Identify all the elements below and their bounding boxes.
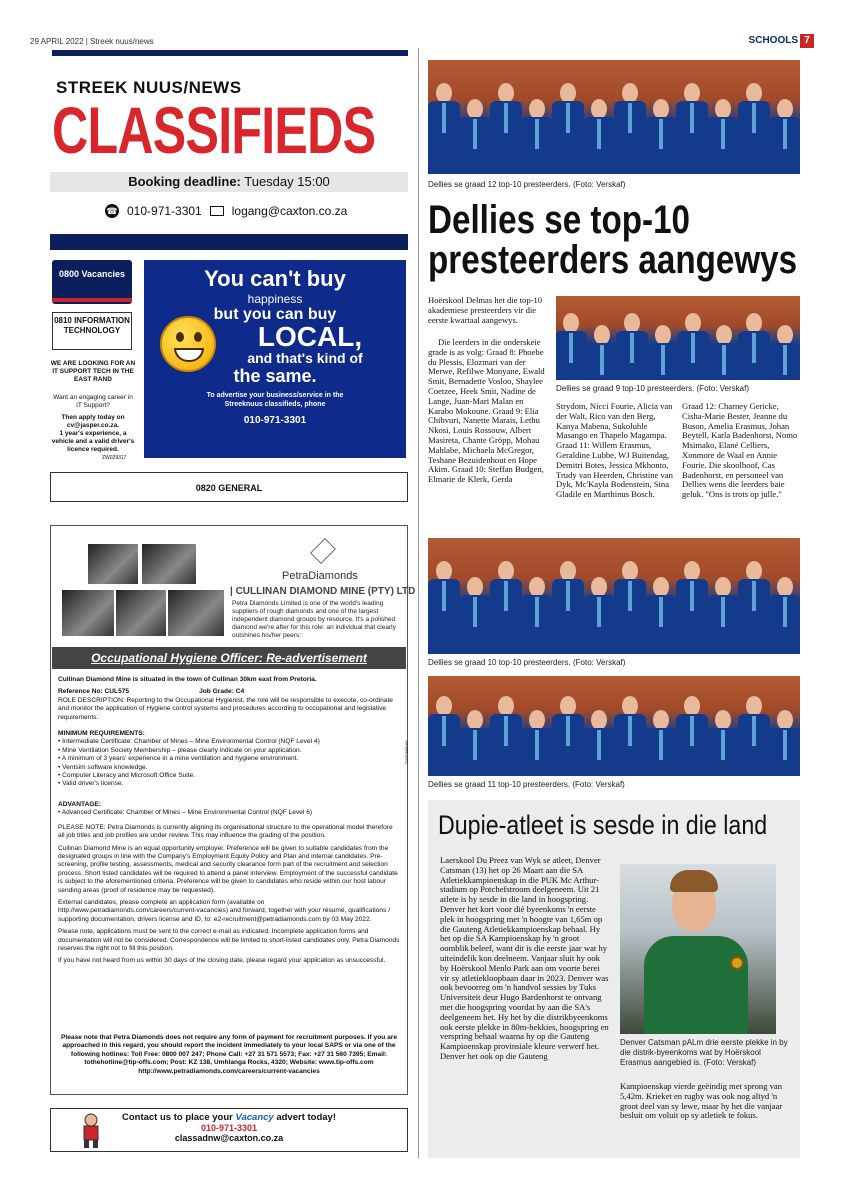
student-figure: [556, 313, 587, 380]
student-figure: [459, 710, 491, 776]
classifieds-kicker: STREEK NUUS/NEWS: [56, 78, 242, 97]
student-figure: [645, 710, 677, 776]
petra-note-5: If you have not heard from us within 30 days of the closing date, please regard your application as unsuccessful.: [58, 957, 386, 965]
general-category: 0820 GENERAL: [50, 472, 408, 502]
it-ad-text1: Want an engaging career in IT Support?: [53, 394, 133, 409]
mine-photo-4: [116, 590, 166, 636]
min-req-heading: MINIMUM REQUIREMENTS:: [58, 730, 145, 738]
student-figure: [738, 313, 770, 380]
student-figure: [552, 696, 584, 776]
athlete-photo: [620, 864, 776, 1034]
student-figure: [676, 696, 708, 776]
student-figure: [738, 561, 770, 654]
dellies-col1: Die leerders in die onderskeie grade is as volg: Graad 8: Phoebe du Plessis, Elozmari van der Merwe, Refilwe Monyane, Ewald Smit, Bernadette Vosloo, Shaylee Coetzee, Heek Smit, Nadine de Lange, Juan-Mari Malan en Karabo Mokoune. Graad 9: Elia Chibvuri, Nanette Marais, Lethu Nkosi, Louis Rossouw, Albert Masireta, Chante Gröpp, Mohau Mahlabe, Michaela McGregor, Teshane Bezuidenhout en Hope Akim. Graad 10: Steffan Budgen, Elmarie de Klerk, Gerda: [428, 337, 545, 485]
petra-footer: Please note that Petra Diamonds does not require any form of payment for recruitment purposes. If you are approached in this regard, you should report the incident immediately to your local SAPS or via one of the following hotlines: Toll Free: 0800 007 247; Phone Call: +27 31 571 5573; Fax: +27 31 560 7395; Email: tothehotline@tip-offs.com; Post: KZ 138, Umhlanga Rocks, 4320; Website: www.tip-offs.com http://www.petradiamonds.com/careers/current-vacancies: [61, 1034, 397, 1075]
student-figure: [583, 99, 615, 174]
contact-line-b: Vacancy: [235, 1112, 274, 1123]
student-figure: [677, 313, 709, 380]
min-req-item: • Valid driver's license.: [58, 780, 124, 788]
classifieds-contact: [105, 204, 347, 218]
category-rule: [52, 298, 132, 302]
column-divider: [418, 48, 419, 1158]
caption-grade11: Dellies se graad 11 top-10 presteerders. (Foto: Verskaf): [428, 780, 625, 789]
petra-note-3: External candidates, please complete an application form (available on http://www.petradiamonds.com/careers/current-vacancies) and forward, together with your résumé, qualifications / supporting documentation, drivers license and ID, to: e2-recruitment@petradiamonds.com by 03 May 2022.: [58, 898, 391, 923]
min-req-item: • Mine Ventilation Society Membership – please clearly indicate on your application.: [58, 746, 302, 754]
caption-grade9: Dellies se graad 9 top-10 presteerders. (Foto: Verskaf): [556, 384, 749, 393]
student-figure: [738, 83, 770, 174]
page-number: 7: [800, 34, 814, 48]
mine-photo-5: [168, 590, 224, 636]
student-figure: [707, 99, 739, 174]
min-req-item: • A minimum of 3 years' experience in a mine ventilation and hygiene environment.: [58, 755, 299, 763]
petra-job-body: [58, 676, 400, 970]
caption-grade12: Dellies se graad 12 top-10 presteerders. (Foto: Verskaf): [428, 180, 626, 189]
booking-value: Tuesday 15:00: [244, 174, 330, 189]
student-figure: [614, 83, 646, 174]
it-ad-text3: 1 year's experience, a vehicle and a valid driver's licence required.: [51, 430, 135, 453]
phone-icon: ☎: [106, 206, 118, 216]
student-figure: [707, 710, 739, 776]
dellies-intro: Hoërskool Delmas het die top-10 akademiese presteerders vir die eerste kwartaal aangewys.: [428, 295, 543, 325]
min-req-item: • Intermediate Certificate: Chamber of Mines – Mine Environmental Control (NQF Level 4): [58, 738, 320, 746]
section-rule: [50, 234, 408, 250]
ad-line-2: happiness: [247, 292, 303, 306]
student-figure: [676, 561, 708, 654]
ad-line-3: but you can buy: [213, 306, 337, 323]
dellies-col2: Strydom, Nicci Fourie, Alicia van der Walt, Rico van den Berg, Kanya Mabena, Sukoluhle Masango en Thapelo Magampa. Graad 11: Willem Erasmus, Geraldine Lubbe, WJ Buitendag, Demitri Botes, Jessica Mkhonto, Trudy van Heerden, Christine van Dyk, Mc'Kayla Bodenstein, Sina Gladile en Marthinus Bosch.: [556, 401, 673, 500]
dupie-col2: Kampioenskap vierde geëindig met sprong van 5,42m. Krieket en rugby was ook nog altyd 'n groot deel van sy lewe, maar hy het die vanjaar besluit om voluit op sy atletiek te fokus.: [620, 1081, 783, 1121]
ad-line-6: the same.: [233, 366, 317, 386]
student-figure: [738, 696, 770, 776]
it-ad-text2: Then apply today on cv@jasper.co.za.: [61, 414, 125, 429]
student-figure: [769, 710, 801, 776]
dupie-headline: Dupie-atleet is sesde in die land: [438, 810, 768, 840]
petra-note-1: PLEASE NOTE: Petra Diamonds is currently aligning its organisational structure to the operational model therefore all job titles and job profiles are under review. This may influence the grading of the position.: [58, 823, 393, 840]
student-figure: [616, 313, 648, 380]
student-figure: [428, 561, 460, 654]
classifieds-phone: 010-971-3301: [127, 204, 202, 218]
student-figure: [490, 83, 522, 174]
student-figure: [645, 577, 677, 654]
grade10-photo: [428, 538, 800, 654]
petra-reference: Reference No: CUL575: [58, 688, 130, 696]
grade11-photo: [428, 676, 800, 776]
contact-email[interactable]: classadnw@caxton.co.za: [174, 1133, 284, 1143]
headline-line-1: Dellies se top-10: [428, 198, 691, 242]
dellies-headline: [428, 200, 797, 280]
contact-line-a: Contact us to place your: [121, 1112, 233, 1123]
vacancies-category: 0800 Vacancies: [52, 260, 132, 304]
student-figure: [708, 325, 740, 380]
grade12-photo: [428, 60, 800, 174]
student-figure: [552, 83, 584, 174]
contact-phone: 010-971-3301: [200, 1123, 258, 1133]
student-figure: [586, 325, 618, 380]
ad-phone: 010-971-3301: [243, 415, 307, 426]
petra-company: | CULLINAN DIAMOND MINE (PTY) LTD: [230, 586, 416, 597]
petra-grade: Job Grade: C4: [199, 688, 245, 696]
booking-deadline: [50, 172, 408, 192]
student-figure: [583, 577, 615, 654]
student-figure: [645, 99, 677, 174]
page-date-section: 29 APRIL 2022 | Streek nuus/news: [30, 37, 154, 46]
student-figure: [707, 577, 739, 654]
smiley-icon: [160, 316, 216, 372]
classifieds-email[interactable]: logang@caxton.co.za: [231, 204, 348, 218]
petra-note-4: Please note, applications must be sent to the correct e-mail as indicated. Incomplete application forms and documentation will not be considered. Correspondence will be limited to short-listed candidates only. Petra Diamonds reserves the right not to fill this position.: [58, 928, 400, 952]
ad-line-7b: Streeknuus classifieds, phone: [224, 401, 326, 408]
student-figure: [769, 577, 801, 654]
advantage-heading: ADVANTAGE:: [58, 800, 101, 808]
mascot-icon: [78, 1112, 104, 1148]
section-label: SCHOOLS: [748, 35, 798, 46]
student-figure: [614, 561, 646, 654]
email-icon: [210, 206, 224, 216]
job-title-banner: Occupational Hygiene Officer: Re-advertisement: [52, 647, 406, 669]
student-figure: [490, 696, 522, 776]
student-figure: [769, 325, 800, 380]
student-figure: [459, 99, 491, 174]
student-figure: [521, 710, 553, 776]
student-figure: [614, 696, 646, 776]
min-req-item: • Ventsim software knowledge.: [58, 763, 148, 771]
ad-line-1: You can't buy: [204, 266, 346, 291]
advantage-item: • Advanced Certificate: Chamber of Mines – Mine Environmental Control (NQF Level 6): [58, 809, 313, 817]
ad-line-4: LOCAL,: [257, 321, 363, 352]
student-figure: [769, 99, 801, 174]
student-figure: [490, 561, 522, 654]
ad-line-5: and that's kind of: [247, 350, 363, 366]
student-figure: [647, 325, 679, 380]
dupie-col1: Laerskool Du Preez van Wyk se atleet, Denver Catsman (13) het op 26 Maart aan die SA Atletiekkampioenskap in die PUK Mc Arthur-stadium op Potchefstroom deelgeneem. Uit 21 atlete is hy sesde in die land in hoogspring. Denver het kort voor dié byeenkoms 'n eerste plek in hoogspring met 'n hoogte van 1,65m op die Gauteng Atletiekkampioenskap behaal. Hy het op die SA Kampioenskap hy 'n groot oomblik beleef, want dit is die eerste jaar wat hy uiteindelik kon deelneem. Vanjaar sluit hy ook by Hoërskool Menlo Park aan om voorte berei vir sy atletiekloopbaan daar in 2023. Denver was ook bevoorreg om 'n handvol sessies by Tuks Universiteit deur Hugo Bardenhorst te ontvang met die hoogspring voordat hy aan die SA's deelgeneem het. Hy het by die distrikbyeenkoms ook eerste plekke in 80m-hekkies, hoogspring en verspring behaal waarna hy op die Gauteng Kampioenskap provinsiale kleure verwerf het. Denver het ook op die Gauteng: [440, 855, 609, 1061]
student-figure: [676, 83, 708, 174]
student-figure: [552, 561, 584, 654]
student-figure: [583, 710, 615, 776]
student-figure: [428, 696, 460, 776]
athlete-caption: Denver Catsman pALm drie eerste plekke in by die distrik-byeenkoms wat by Hoërskool Erasmus aangebied is. (Foto: Verskaf): [620, 1038, 788, 1067]
headline-line-2: presteerders aangewys: [428, 238, 798, 282]
it-subcategory: 0810 INFORMATION TECHNOLOGY: [52, 312, 132, 350]
petra-location: Cullinan Diamond Mine is situated in the town of Cullinan 30km east from Pretoria.: [58, 676, 317, 683]
booking-label: Booking deadline:: [128, 174, 241, 189]
min-req-item: • Computer Literacy and Microsoft Office Suite.: [58, 772, 196, 780]
petra-intro: Petra Diamonds Limited is one of the world's leading suppliers of rough diamonds and one of the largest independent diamond groups by resource. It's a polished diamond we're after for this role: an individual that clearly outshines his/her peers:: [232, 600, 396, 639]
petra-brand: PetraDiamonds: [282, 570, 358, 582]
contact-line-c: advert today!: [276, 1112, 336, 1123]
student-figure: [521, 577, 553, 654]
student-figure: [459, 577, 491, 654]
student-figure: [521, 99, 553, 174]
petra-role: ROLE DESCRIPTION: Reporting to the Occupational Hygienist, the role will be responsible to execute, co-ordinate and monitor the application of Hygiene control systems and procedures according to occupational and legislative requirements.: [58, 696, 393, 721]
petra-note-2: Cullinan Diamond Mine is an equal opportunity employer. Preference will be given to suitable candidates from the designated groups in line with the Company's Employment Equity Policy and Plan and internal candidates. Pre-screening, profile testing, assessments, medical and security clearance form part of the recruitment and selection process. Short listed candidates will be required to attend a panel interview. Employment of the successful candidate is subject to the aforementioned criteria. Preference will be given to candidates who reside within our host labour sending areas (proof of residence may be requested).: [58, 844, 398, 894]
petra-code: TWZ0886081: [404, 740, 409, 765]
mine-photo-3: [62, 590, 114, 636]
mine-photo-2: [142, 544, 196, 584]
caption-grade10: Dellies se graad 10 top-10 presteerders. (Foto: Verskaf): [428, 658, 626, 667]
dellies-col3: Graad 12: Charney Gericke, Cisha-Marie Bester, Jeanne du Buson, Amelia Erasmus, Johan Beytell, Karla Badenhorst, Nomo Msimako, Elané Celliers, Xonmore de Waal en Annie Fourie. Die skoolhoof, Cas Badenhorst, en personeel van Dellies wens die leerders baie geluk. "Ons is trots op julle.": [682, 401, 798, 500]
student-figure: [428, 83, 460, 174]
grade9-photo: [556, 296, 800, 380]
top-rule: [52, 50, 408, 56]
mine-photo-1: [88, 544, 138, 584]
classifieds-title: CLASSIFIEDS: [52, 93, 376, 167]
ad-line-7a: To advertise your business/service in the: [206, 392, 344, 399]
it-ad-headline: WE ARE LOOKING FOR AN IT SUPPORT TECH IN THE EAST RAND: [50, 360, 136, 383]
it-ad-ref: ZW029317: [102, 455, 127, 461]
